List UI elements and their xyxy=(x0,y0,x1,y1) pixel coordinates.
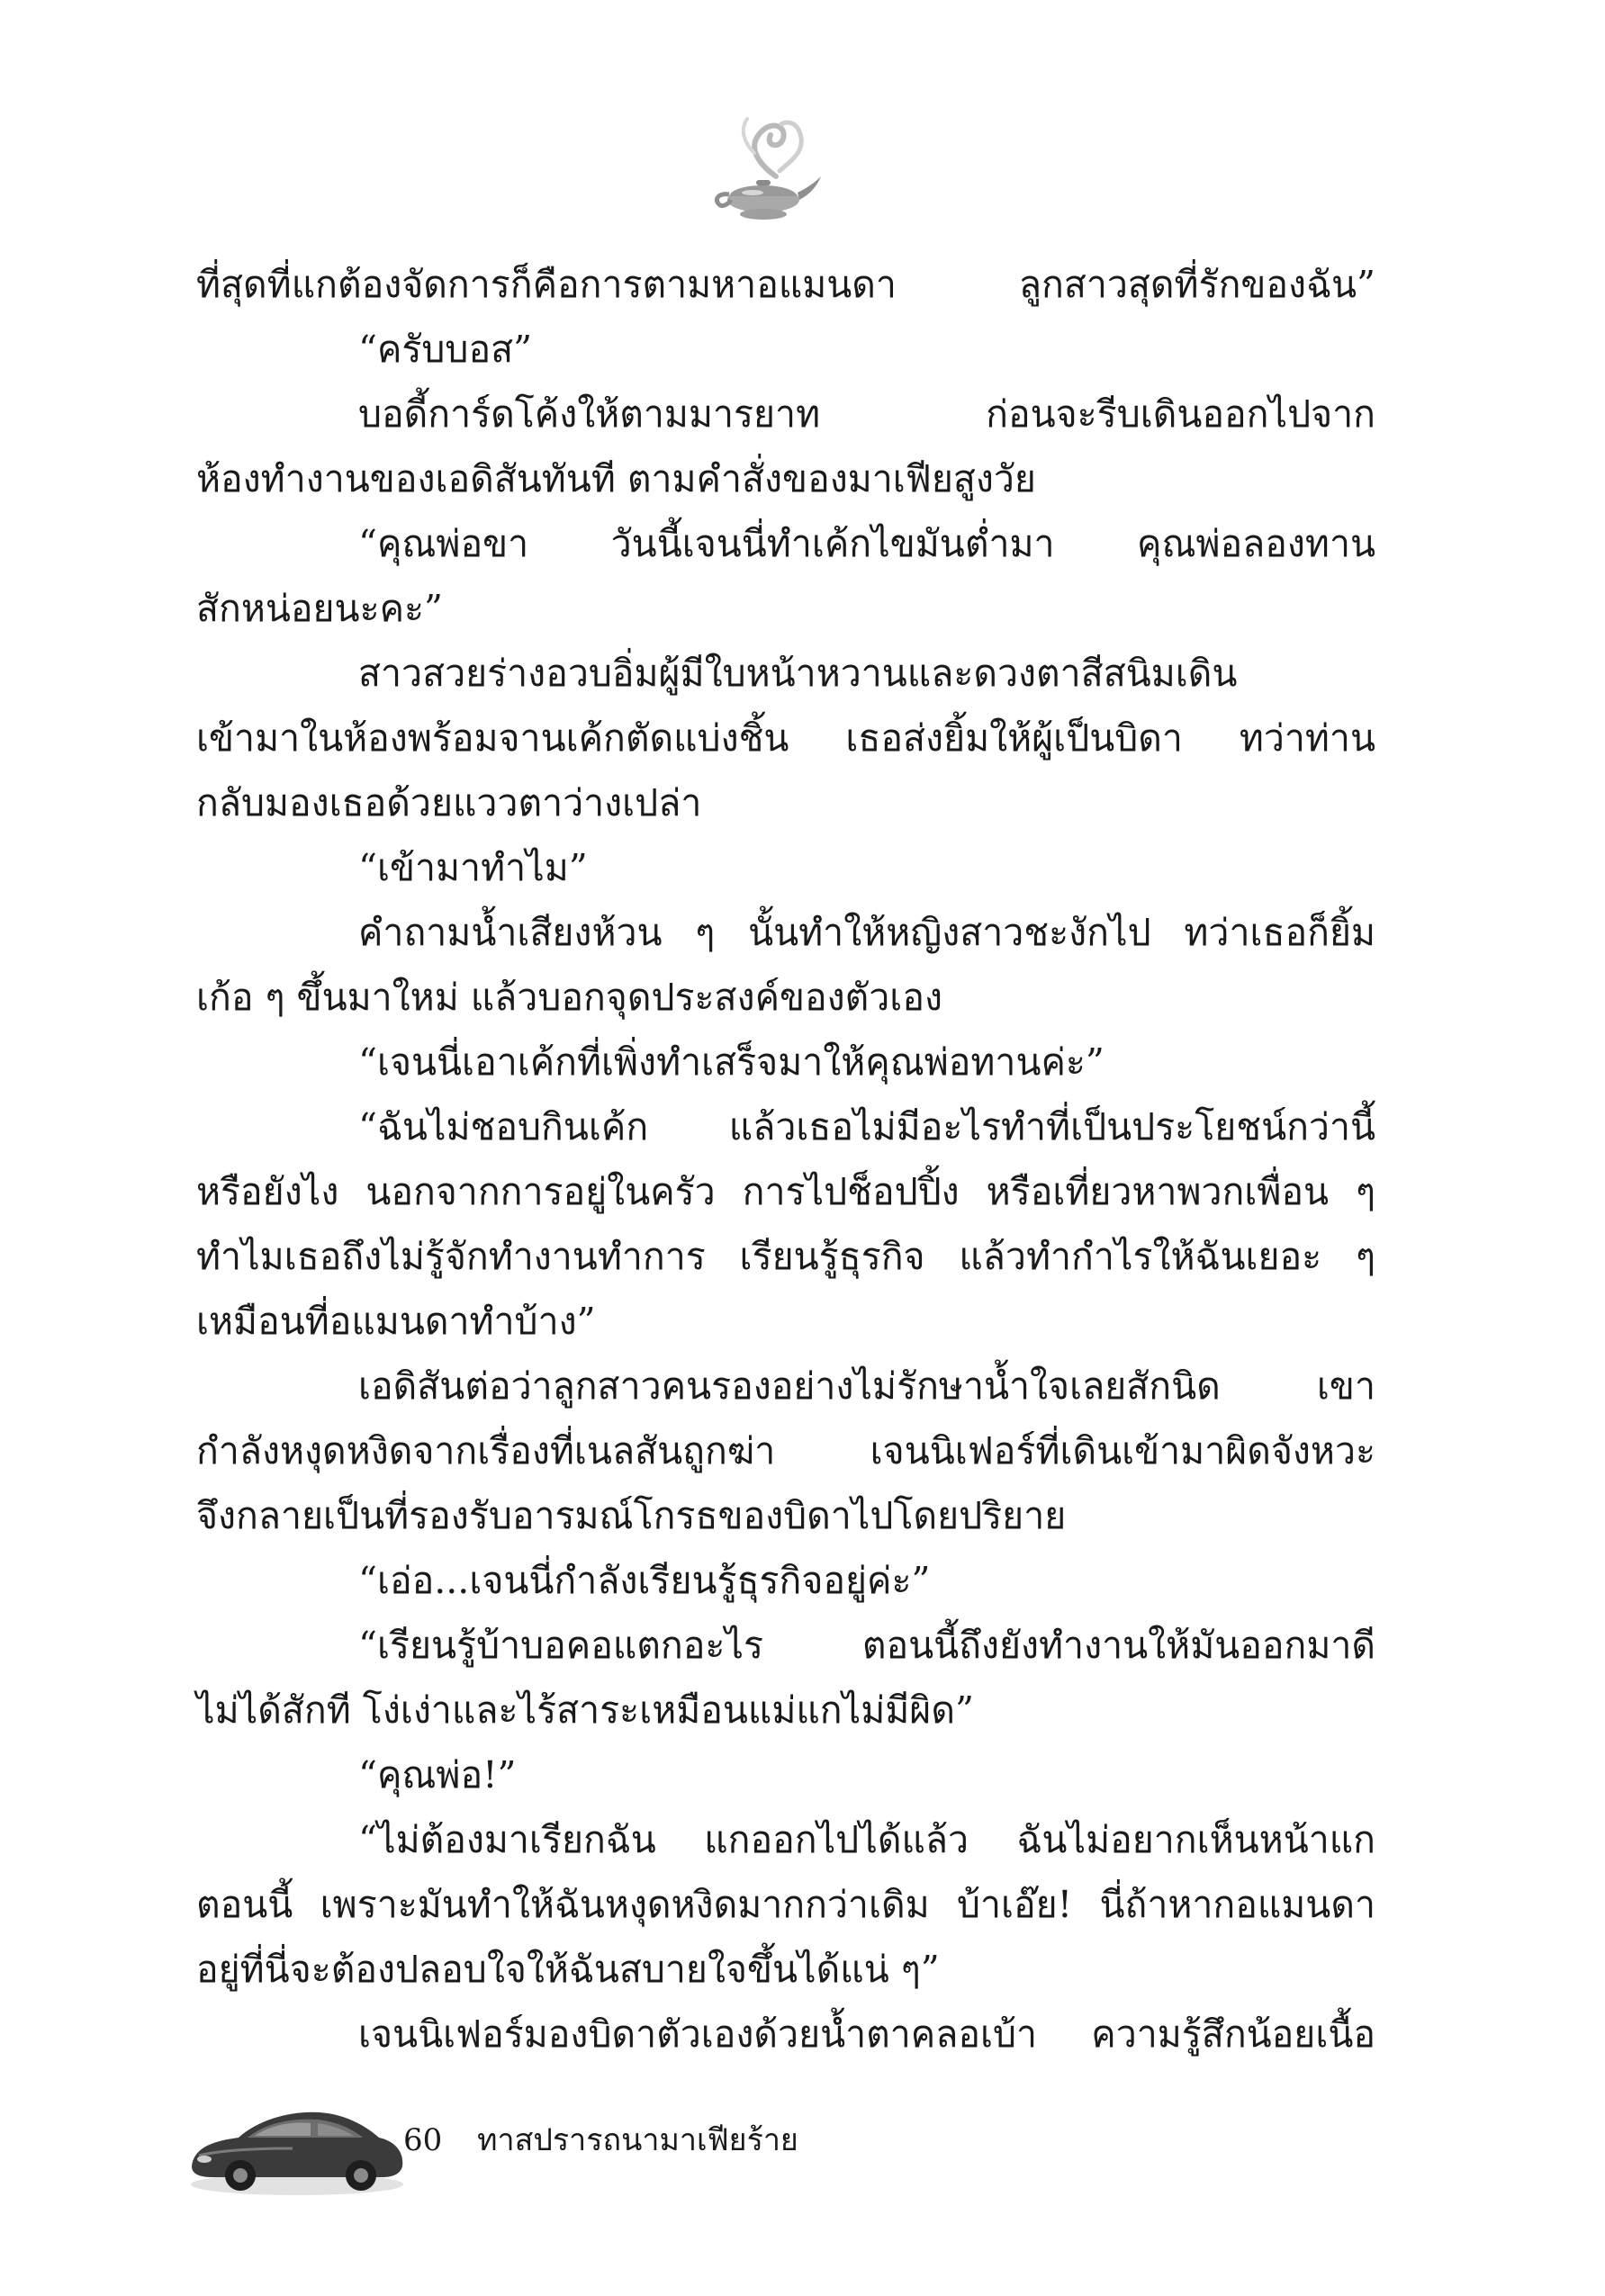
text-line: เก้อ ๆ ขึ้นมาใหม่ แล้วบอกจุดประสงค์ของตัวเอง xyxy=(196,976,942,1019)
text-line: “เจนนี่เอาเค้กที่เพิ่งทำเสร็จมาให้คุณพ่อทานค่ะ” xyxy=(358,1040,1105,1084)
text-line: ตอนนี้ เพราะมันทำให้ฉันหงุดหงิดมากกว่าเดิม บ้าเอ๊ย! นี่ถ้าหากอแมนดา xyxy=(196,1883,1375,1926)
text-line: กำลังหงุดหงิดจากเรื่องที่เนลสันถูกฆ่า เจนนิเฟอร์ที่เดินเข้ามาผิดจังหวะ xyxy=(196,1429,1375,1472)
text-line: หรือยังไง นอกจากการอยู่ในครัว การไปช็อปปิ้ง หรือเที่ยวหาพวกเพื่อน ๆ xyxy=(196,1170,1375,1213)
page-footer xyxy=(403,2118,798,2163)
text-line: “ฉันไม่ชอบกินเค้ก แล้วเธอไม่มีอะไรทำที่เป็นประโยชน์กว่านี้ xyxy=(358,1105,1375,1148)
text-line: สาวสวยร่างอวบอิ่มผู้มีใบหน้าหวานและดวงตาสีสนิมเดิน xyxy=(358,652,1238,695)
text-line: “เข้ามาทำไม” xyxy=(358,846,588,889)
text-line: “ครับบอส” xyxy=(358,328,533,371)
text-line: อยู่ที่นี่จะต้องปลอบใจให้ฉันสบายใจขึ้นได้แน่ ๆ” xyxy=(196,1948,940,1991)
page-number: 60 xyxy=(403,2122,443,2158)
text-line: ไม่ได้สักที โง่เง่าและไร้สาระเหมือนแม่แกไม่มีผิด” xyxy=(196,1688,974,1732)
text-line: เอดิสันต่อว่าลูกสาวคนรองอย่างไม่รักษาน้ำใจเลยสักนิด เขา xyxy=(358,1364,1375,1408)
body-text xyxy=(196,252,1375,2066)
text-line: เหมือนที่อแมนดาทำบ้าง” xyxy=(196,1300,596,1343)
text-line: สักหน่อยนะคะ” xyxy=(196,587,444,630)
text-line: จึงกลายเป็นที่รองรับอารมณ์โกรธของบิดาไปโดยปริยาย xyxy=(196,1494,1067,1537)
genie-lamp-icon xyxy=(693,99,828,234)
text-line: “เอ่อ...เจนนี่กำลังเรียนรู้ธุรกิจอยู่ค่ะ” xyxy=(358,1559,931,1602)
text-line: เจนนิเฟอร์มองบิดาตัวเองด้วยน้ำตาคลอเบ้า ความรู้สึกน้อยเนื้อ xyxy=(358,2012,1375,2056)
sports-car-icon xyxy=(185,2084,410,2201)
text-line: ห้องทำงานของเอดิสันทันที ตามคำสั่งของมาเฟียสูงวัย xyxy=(196,457,1036,500)
text-line: “เรียนรู้บ้าบอคอแตกอะไร ตอนนี้ถึงยังทำงานให้มันออกมาดี xyxy=(358,1624,1375,1667)
text-line: “คุณพ่อขา วันนี้เจนนี่ทำเค้กไขมันต่ำมา คุณพ่อลองทาน xyxy=(358,522,1375,565)
text-line: บอดี้การ์ดโค้งให้ตามมารยาท ก่อนจะรีบเดินออกไปจาก xyxy=(358,392,1375,436)
text-line: “คุณพ่อ!” xyxy=(358,1753,517,1796)
text-line: “ไม่ต้องมาเรียกฉัน แกออกไปได้แล้ว ฉันไม่อยากเห็นหน้าแก xyxy=(358,1818,1375,1861)
text-line: คำถามน้ำเสียงห้วน ๆ นั้นทำให้หญิงสาวชะงักไป ทว่าเธอก็ยิ้ม xyxy=(358,911,1375,954)
text-line: ที่สุดที่แกต้องจัดการก็คือการตามหาอแมนดา ลูกสาวสุดที่รักของฉัน” xyxy=(196,263,1375,306)
book-title: ทาสปรารถนามาเฟียร้าย xyxy=(477,2122,798,2158)
text-line: ทำไมเธอถึงไม่รู้จักทำงานทำการ เรียนรู้ธุรกิจ แล้วทำกำไรให้ฉันเยอะ ๆ xyxy=(196,1235,1375,1278)
text-line: เข้ามาในห้องพร้อมจานเค้กตัดแบ่งชิ้น เธอส่งยิ้มให้ผู้เป็นบิดา ทว่าท่าน xyxy=(196,716,1375,760)
text-line: กลับมองเธอด้วยแววตาว่างเปล่า xyxy=(196,781,702,824)
